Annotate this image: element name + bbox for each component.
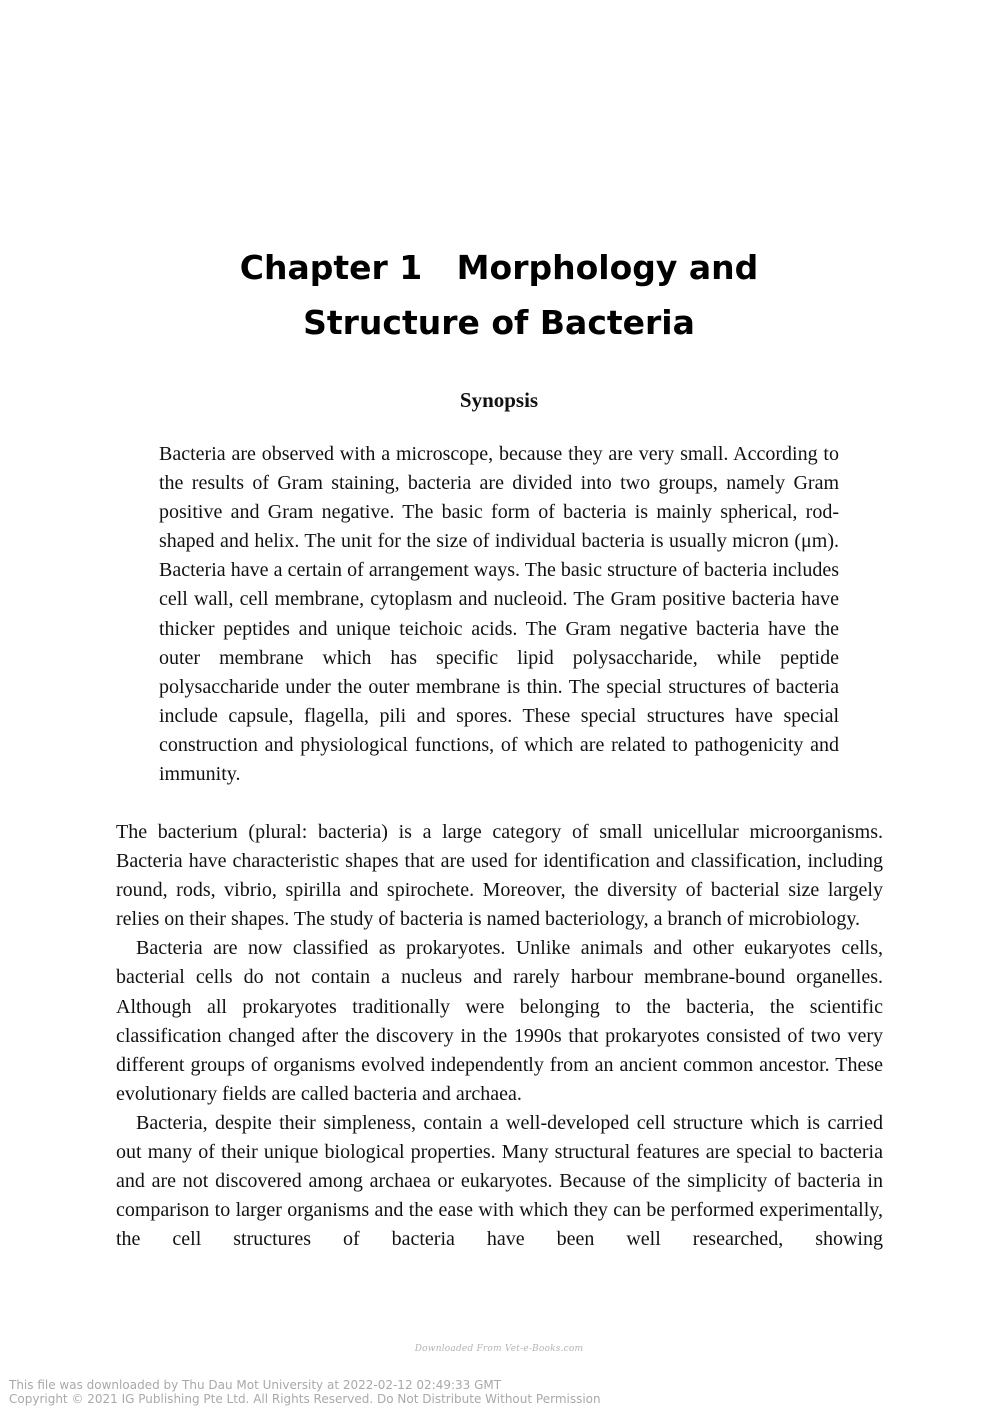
chapter-title [0,240,998,350]
body-paragraph-1: The bacterium (plural: bacteria) is a large category of small unicellular microorganisms. Bacteria have characteristic shapes that are used for identification and classification, including round, rods, vibrio, spirilla and spirochete. Moreover, the diversity of bacterial size largely relies on their shapes. The study of bacteria is named bacteriology, a branch of microbiology. [116,821,883,931]
body-paragraph-3: Bacteria, despite their simpleness, contain a well-developed cell structure which is carried out many of their unique biological properties. Many structural features are special to bacteria and are not discovered among archaea or eukaryotes. Because of the simplicity of bacteria in comparison to larger organisms and the ease with which they can be performed experimentally, the cell structures of bacteria have been well researched, showing [116,1111,883,1251]
footer-download-notice: This file was downloaded by Thu Dau Mot University at 2022-02-12 02:49:33 GMT [9,1378,502,1392]
body-paragraph-2: Bacteria are now classified as prokaryotes. Unlike animals and other eukaryotes cells, bacterial cells do not contain a nucleus and rarely harbour membrane-bound organelles. Although all prokaryotes traditionally were belonging to the bacteria, the scientific classification changed after the discovery in the 1990s that prokaryotes consisted of two very different groups of organisms evolved independently from an ancient common ancestor. These evolutionary fields are called bacteria and archaea. [116,937,883,1105]
footer-copyright: Copyright © 2021 IG Publishing Pte Ltd. All Rights Reserved. Do Not Distribute Without Permission [9,1392,601,1406]
download-watermark: Downloaded From Vet-e-Books.com [414,1344,584,1354]
body-text [116,818,883,1254]
chapter-title-line-1: Chapter 1 Morphology and [239,248,759,287]
synopsis-text: Bacteria are observed with a microscope, because they are very small. According to the results of Gram staining, bacteria are divided into two groups, namely Gram positive and Gram negative. The basic form of bacteria is mainly spherical, rod-shaped and helix. The unit for the size of individual bacteria is usually micron (μm). Bacteria have a certain of arrangement ways. The basic structure of bacteria includes cell wall, cell membrane, cytoplasm and nucleoid. The Gram positive bacteria have thicker peptides and unique teichoic acids. The Gram negative bacteria have the outer membrane which has specific lipid polysaccharide, while peptide polysaccharide under the outer membrane is thin. The special structures of bacteria include capsule, flagella, pili and spores. These special structures have special construction and physiological functions, of which are related to pathogenicity and immunity. [159,443,839,786]
synopsis-heading: Synopsis [459,388,539,412]
chapter-title-line-2: Structure of Bacteria [303,303,695,342]
download-footer [9,1378,601,1406]
